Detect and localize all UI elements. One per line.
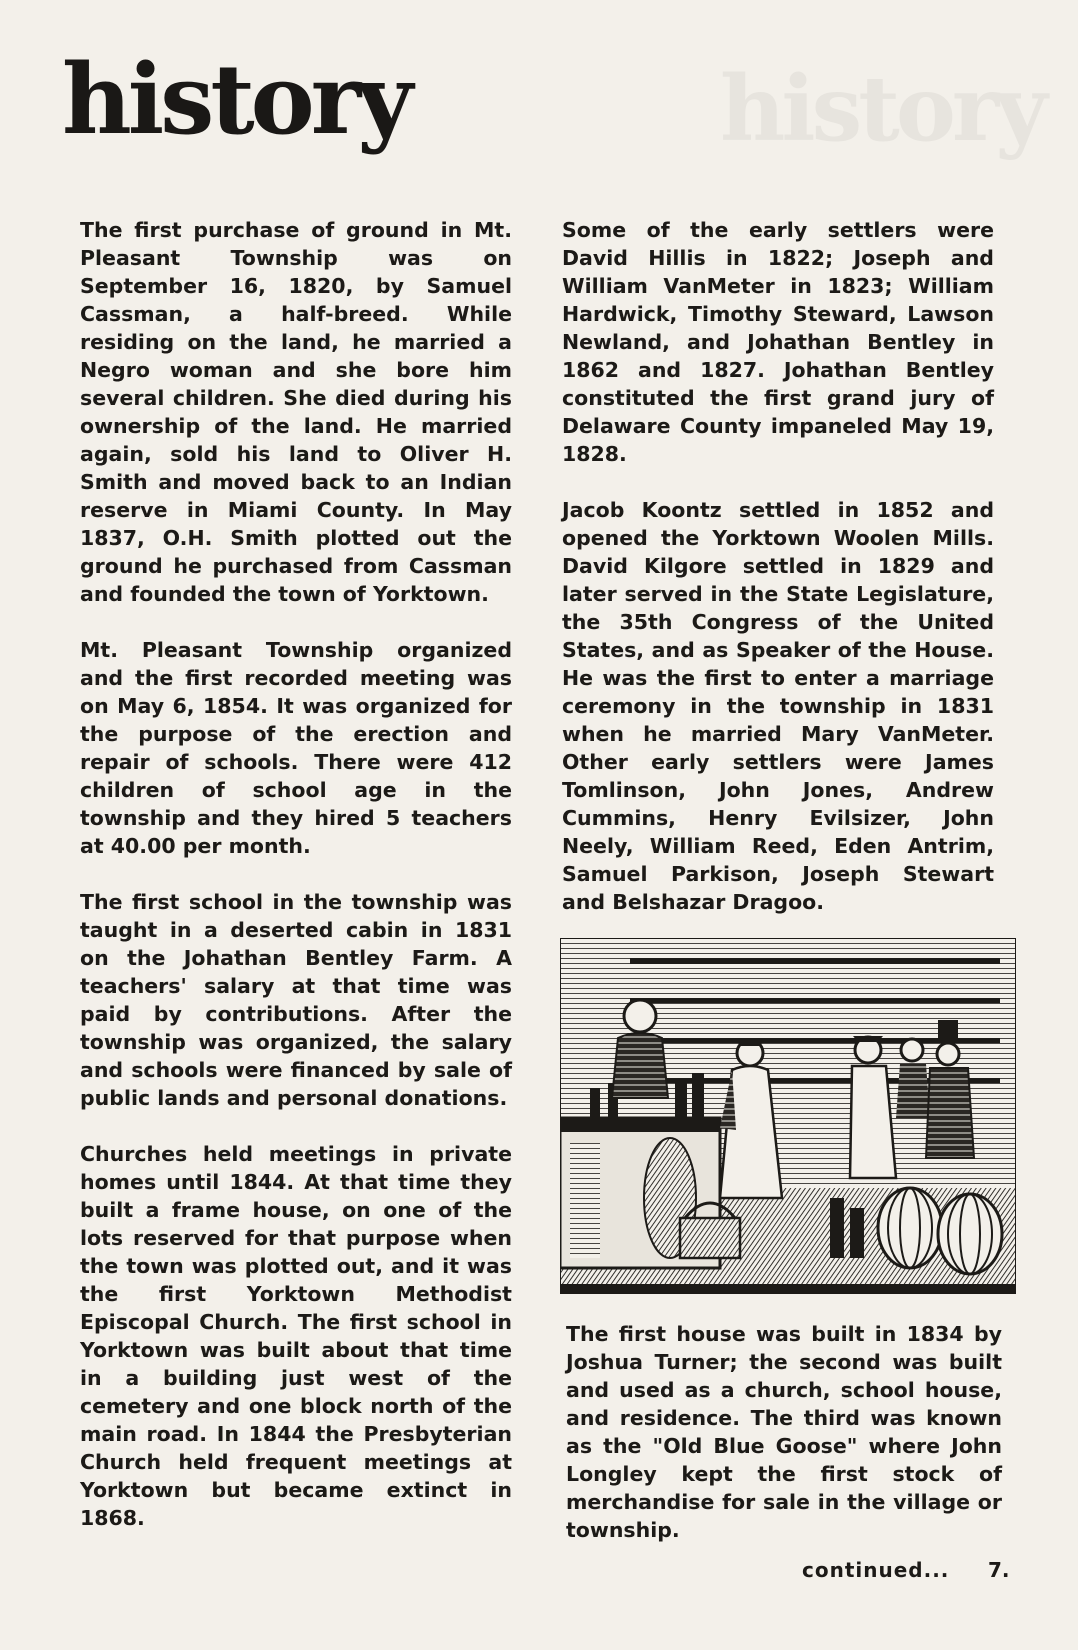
paragraph-first-house: The first house was built in 1834 by Joshua Turner; the second was built and used as a church, school house, and residence. The third was known as the "Old Blue Goose" where John Longley kept the first stock of merchandise for sale in the village or township. — [566, 1322, 1002, 1542]
engraving-tavern-scene-icon — [560, 938, 1016, 1294]
left-column — [80, 216, 512, 1560]
paragraph-first-school: The first school in the township was taught in a deserted cabin in 1831 on the Johathan Bentley Farm. A teachers' salary at that time was paid by contributions. After the township was organized, the salary and schools were financed by sale of public lands and personal donations. — [80, 890, 512, 1110]
paragraph-cassman: The first purchase of ground in Mt. Pleasant Township was on September 16, 1820, by Samuel Cassman, a half-breed. While residing on the land, he married a Negro woman and she bore him several children. She died during his ownership of the land. He married again, sold his land to Oliver H. Smith and moved back to an Indian reserve in Miami County. In May 1837, O.H. Smith plotted out the ground he purchased from Cassman and founded the town of Yorktown. — [80, 218, 512, 606]
paragraph-township-organized: Mt. Pleasant Township organized and the first recorded meeting was on May 6, 1854. It was organized for the purpose of the erection and repair of schools. There were 412 children of school age in the township and they hired 5 teachers at 40.00 per month. — [80, 638, 512, 858]
right-lower-column — [566, 1320, 1002, 1544]
page-number: 7. — [988, 1558, 1010, 1582]
paragraph-churches: Churches held meetings in private homes until 1844. At that time they built a frame house, on one of the lots reserved for that purpose when the town was plotted out, and it was the first Yorktown Methodist Episcopal Church. The first school in Yorktown was built about that time in a building just west of the cemetery and one block north of the main road. In 1844 the Presbyterian Church held frequent meetings at Yorktown but became extinct in 1868. — [80, 1142, 512, 1530]
paragraph-koontz-kilgore: Jacob Koontz settled in 1852 and opened the Yorktown Woolen Mills. David Kilgore settled in 1829 and later served in the State Legislature, the 35th Congress of the United States, and as Speaker of the House. He was the first to enter a marriage ceremony in the township in 1831 when he married Mary VanMeter. Other early settlers were James Tomlinson, John Jones, Andrew Cummins, Henry Evilsizer, John Neely, William Reed, Eden Antrim, Samuel Parkison, Joseph Stewart and Belshazar Dragoo. — [562, 498, 994, 914]
paragraph-early-settlers: Some of the early settlers were David Hillis in 1822; Joseph and William VanMeter in 1823; William Hardwick, Timothy Steward, Lawson Newland, and Johathan Bentley in 1862 and 1827. Johathan Bentley constituted the first grand jury of Delaware County impaneled May 19, 1828. — [562, 218, 994, 466]
continued-label: continued... — [802, 1558, 950, 1582]
bleed-through-title: history — [720, 56, 1044, 162]
page-title: history — [62, 43, 410, 156]
right-column — [562, 216, 994, 944]
